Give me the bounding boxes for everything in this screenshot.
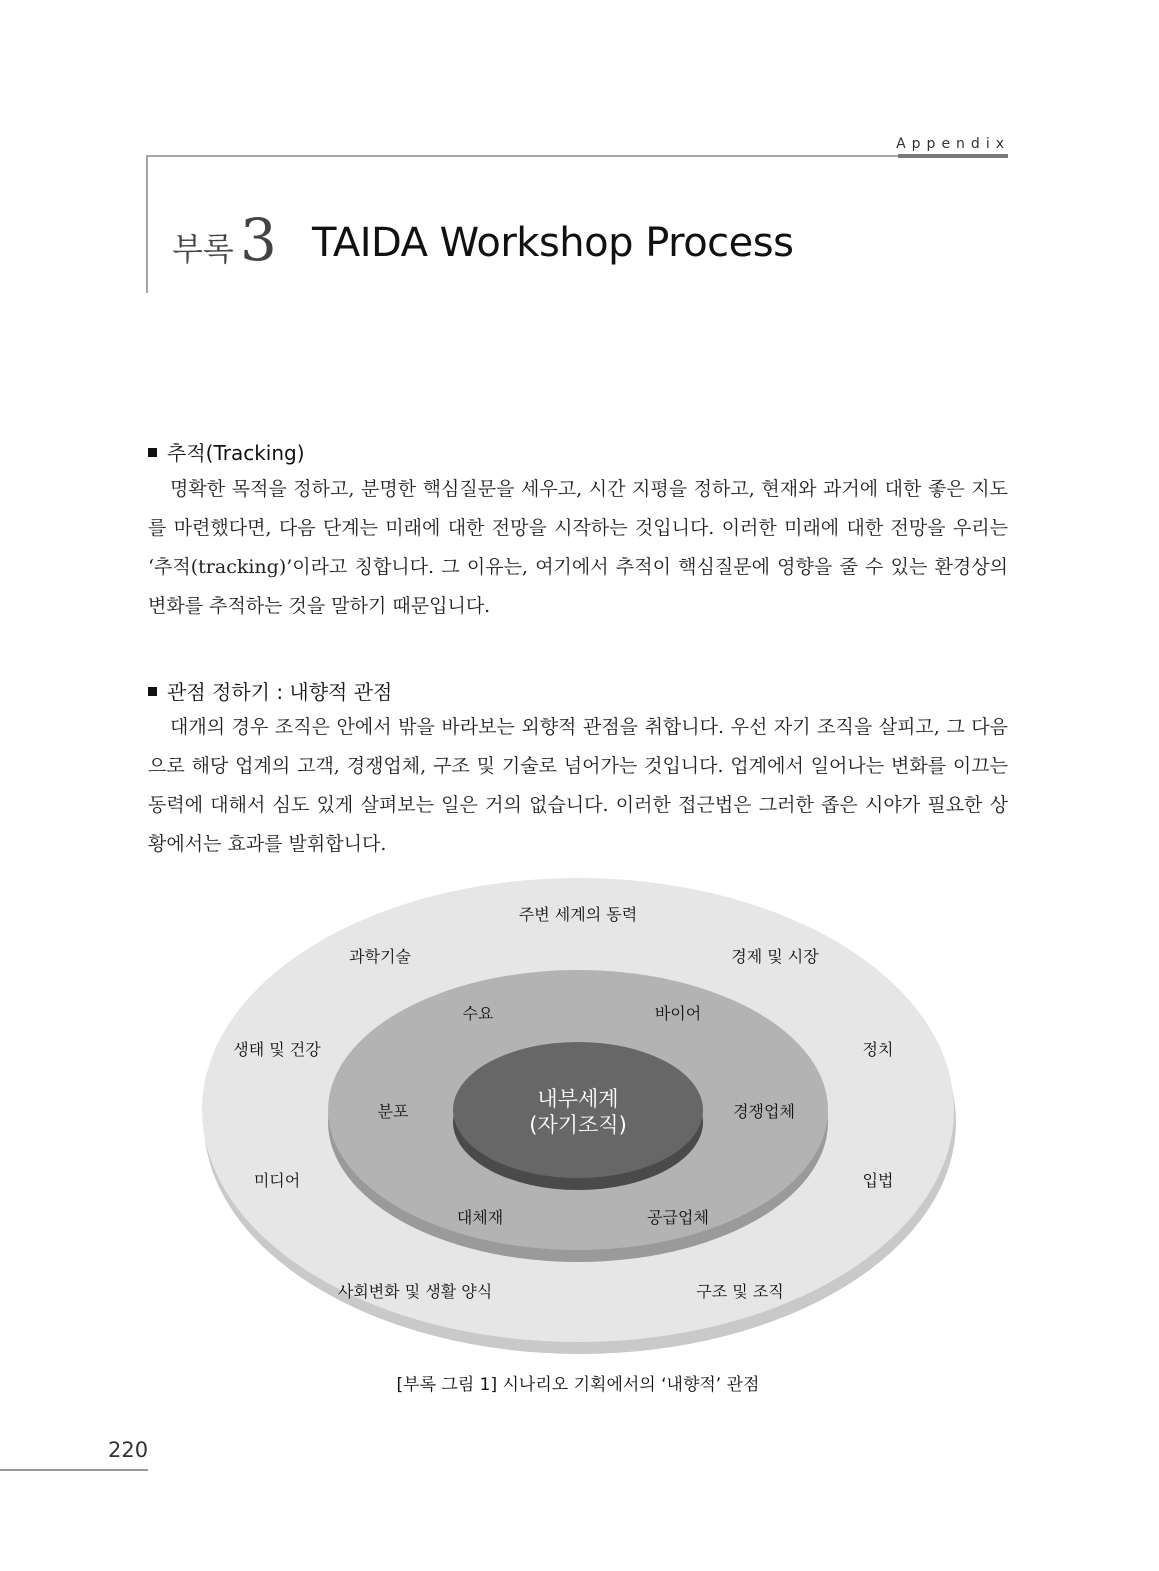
- outer-item: 과학기술: [349, 947, 411, 966]
- middle-item: 공급업체: [647, 1208, 709, 1227]
- section-heading-text: 추적(Tracking): [167, 441, 305, 465]
- square-bullet-icon: [148, 448, 157, 457]
- header-rule: [146, 155, 898, 157]
- outer-item: 정치: [862, 1040, 894, 1059]
- figure-caption: [부록 그림 1] 시나리오 기획에서의 ‘내향적’ 관점: [396, 1375, 760, 1395]
- outer-ring-title: 주변 세계의 동력: [518, 905, 638, 924]
- outer-item: 미디어: [253, 1171, 301, 1190]
- chapter-title: TAIDA Workshop Process: [312, 220, 794, 266]
- chapter-bracket: [146, 155, 148, 293]
- core-label-line1: 내부세계: [537, 1087, 619, 1111]
- inward-perspective-diagram: [200, 874, 960, 1364]
- middle-item: 경쟁업체: [733, 1102, 795, 1121]
- section-paragraph-tracking: 명확한 목적을 정하고, 분명한 핵심질문을 세우고, 시간 지평을 정하고, 현재와 과거에 대한 좋은 지도를 마련했다면, 다음 단계는 미래에 대한 전망을 시작하는 것입니다. 이러한 미래에 대한 전망을 우리는 ‘추적(tracking)’이라고 칭합니다. 그 이유는, 여기에서 추적이 핵심질문에 영향을 줄 수 있는 환경상의 변화를 추적하는 것을 말하기 때문입니다.: [148, 478, 1008, 617]
- middle-item: 대체재: [456, 1208, 504, 1227]
- section-paragraph-perspective: 대개의 경우 조직은 안에서 밖을 바라보는 외향적 관점을 취합니다. 우선 자기 조직을 살피고, 그 다음으로 해당 업계의 고객, 경쟁업체, 구조 및 기술로 넘어가는 것입니다. 업계에서 일어나는 변화를 이끄는 동력에 대해서 심도 있게 살펴보는 일은 거의 없습니다. 이러한 접근법은 그러한 좁은 시야가 필요한 상황에서는 효과를 발휘합니다.: [148, 716, 1008, 855]
- chapter-number: 3: [240, 206, 277, 274]
- footer-rule: [0, 1469, 148, 1471]
- outer-item: 사회변화 및 생활 양식: [337, 1282, 493, 1301]
- middle-item: 바이어: [654, 1004, 702, 1023]
- chapter-prefix: 부록: [172, 230, 234, 268]
- section-heading-text: 관점 정하기 : 내향적 관점: [167, 680, 393, 704]
- page-number: 220: [108, 1438, 149, 1462]
- outer-item: 생태 및 건강: [233, 1040, 321, 1059]
- outer-item: 구조 및 조직: [696, 1282, 784, 1301]
- header-rule-accent: [898, 154, 1008, 158]
- outer-item: 입법: [862, 1171, 894, 1190]
- outer-item: 경제 및 시장: [731, 947, 819, 966]
- square-bullet-icon: [148, 687, 157, 696]
- section-heading-tracking: [148, 437, 305, 466]
- middle-item: 분포: [377, 1102, 409, 1121]
- appendix-label: Appendix: [896, 136, 1010, 152]
- core-label-line2: (자기조직): [529, 1113, 627, 1137]
- middle-item: 수요: [462, 1004, 494, 1023]
- section-heading-perspective: [148, 676, 392, 705]
